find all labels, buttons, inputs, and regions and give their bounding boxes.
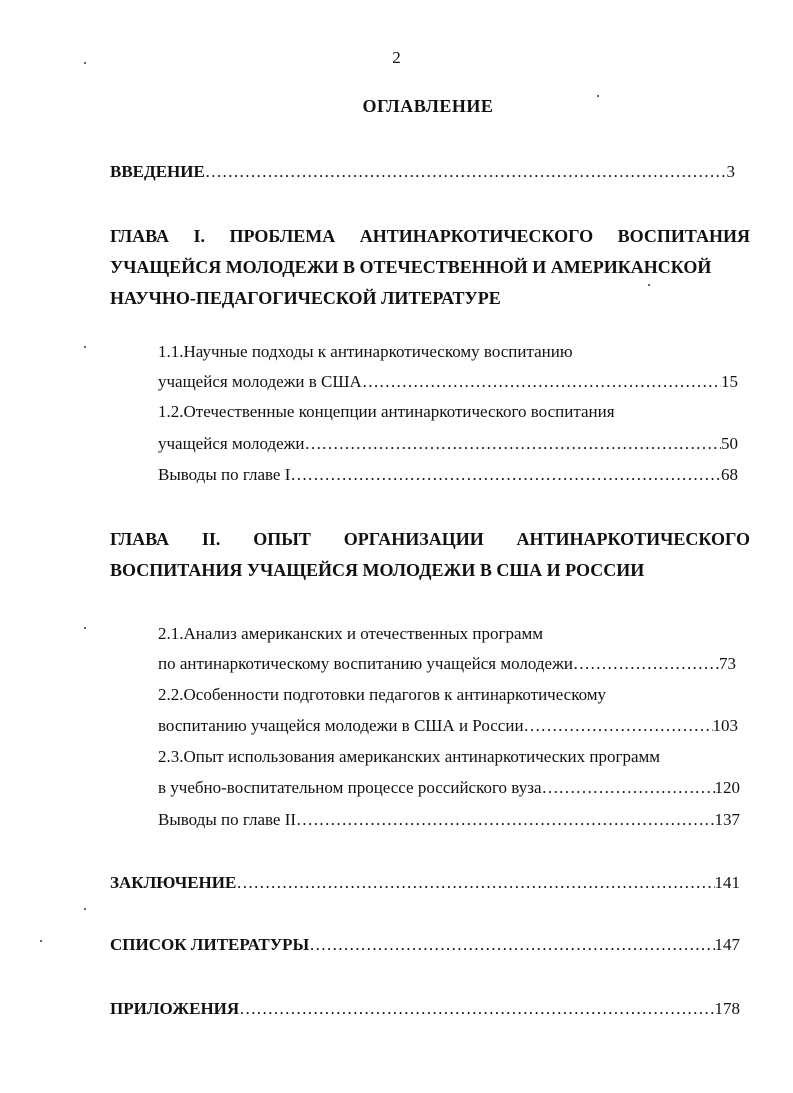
toc-entry-page: 68 (721, 465, 738, 484)
toc-entry-page: 73 (719, 654, 736, 673)
leader-dots (296, 808, 714, 832)
section-2-1-line-1[interactable]: 2.1.Анализ американских и отечественных программ (158, 624, 543, 643)
leader-dots (205, 160, 727, 184)
toc-entry-label: по антинаркотическому воспитанию учащейся молодежи (158, 654, 573, 673)
chapter-1-heading[interactable] (110, 221, 750, 314)
chapter-2-heading[interactable] (110, 524, 750, 586)
toc-entry-label: ЗАКЛЮЧЕНИЕ (110, 873, 237, 892)
toc-entry-label: воспитанию учащейся молодежи в США и России (158, 716, 524, 735)
section-2-2-line-1[interactable]: 2.2.Особенности подготовки педагогов к антинаркотическому (158, 685, 607, 704)
page-number: 2 (392, 48, 401, 67)
toc-entry-label: Выводы по главе I (158, 465, 291, 484)
scan-speck (84, 627, 86, 629)
section-1-2-entry[interactable] (158, 432, 738, 456)
toc-entry-label: учащейся молодежи (158, 434, 305, 453)
scan-speck (84, 346, 86, 348)
toc-entry-page: 50 (721, 434, 738, 453)
leader-dots (542, 776, 715, 800)
section-2-3-line-1[interactable]: 2.3.Опыт использования американских антинаркотических программ (158, 747, 661, 766)
section-2-2-entry[interactable] (158, 714, 738, 738)
toc-entry-page: 103 (712, 716, 738, 735)
leader-dots (309, 933, 714, 957)
scan-speck (40, 940, 42, 942)
leader-dots (305, 432, 721, 456)
leader-dots (362, 370, 721, 394)
leader-dots (290, 463, 721, 487)
toc-entry-label: учащейся молодежи в США (158, 372, 362, 391)
leader-dots (524, 714, 713, 738)
toc-entry-label: в учебно-воспитательном процессе российского вуза (158, 778, 542, 797)
toc-entry-page: 3 (726, 162, 735, 181)
toc-title: ОГЛАВЛЕНИЕ (362, 96, 494, 116)
toc-entry-page: 147 (714, 935, 740, 954)
leader-dots (573, 652, 719, 676)
leader-dots (239, 997, 714, 1021)
toc-entry-appendices[interactable] (110, 997, 740, 1021)
chapter-2-conclusion-entry[interactable] (158, 808, 740, 832)
toc-entry-page: 178 (714, 999, 740, 1018)
toc-entry-label: СПИСОК ЛИТЕРАТУРЫ (110, 935, 310, 954)
toc-entry-conclusion[interactable] (110, 871, 740, 895)
section-1-2-line-1[interactable]: 1.2.Отечественные концепции антинаркотического воспитания (158, 402, 615, 421)
scan-speck (84, 908, 86, 910)
toc-entry-intro[interactable] (110, 160, 735, 184)
toc-entry-label: ПРИЛОЖЕНИЯ (110, 999, 240, 1018)
leader-dots (236, 871, 714, 895)
section-1-1-entry[interactable] (158, 370, 738, 394)
scan-speck (597, 95, 599, 97)
toc-entry-references[interactable] (110, 933, 740, 957)
toc-entry-label: ВВЕДЕНИЕ (110, 162, 205, 181)
toc-entry-label: Выводы по главе II (158, 810, 297, 829)
toc-entry-page: 120 (714, 778, 740, 797)
chapter-2-heading-line-2: ВОСПИТАНИЯ УЧАЩЕЙСЯ МОЛОДЕЖИ В США И РОССИИ (110, 560, 645, 580)
section-1-1-line-1[interactable]: 1.1.Научные подходы к антинаркотическому воспитанию (158, 342, 573, 361)
chapter-1-heading-line-2: УЧАЩЕЙСЯ МОЛОДЕЖИ В ОТЕЧЕСТВЕННОЙ И АМЕРИКАНСКОЙ (110, 257, 712, 277)
chapter-1-conclusion-entry[interactable] (158, 463, 738, 487)
toc-entry-page: 141 (714, 873, 740, 892)
toc-entry-page: 137 (714, 810, 740, 829)
scan-speck (84, 62, 86, 64)
section-2-3-entry[interactable] (158, 776, 740, 800)
chapter-1-heading-line-3: НАУЧНО-ПЕДАГОГИЧЕСКОЙ ЛИТЕРАТУРЕ (110, 288, 501, 308)
chapter-2-heading-line-1: ГЛАВА II. ОПЫТ ОРГАНИЗАЦИИ АНТИНАРКОТИЧЕСКОГО (110, 529, 750, 549)
section-2-1-entry[interactable] (158, 652, 736, 676)
scan-speck (648, 284, 650, 286)
toc-entry-page: 15 (721, 372, 738, 391)
chapter-1-heading-line-1: ГЛАВА I. ПРОБЛЕМА АНТИНАРКОТИЧЕСКОГО ВОСПИТАНИЯ (110, 226, 750, 246)
